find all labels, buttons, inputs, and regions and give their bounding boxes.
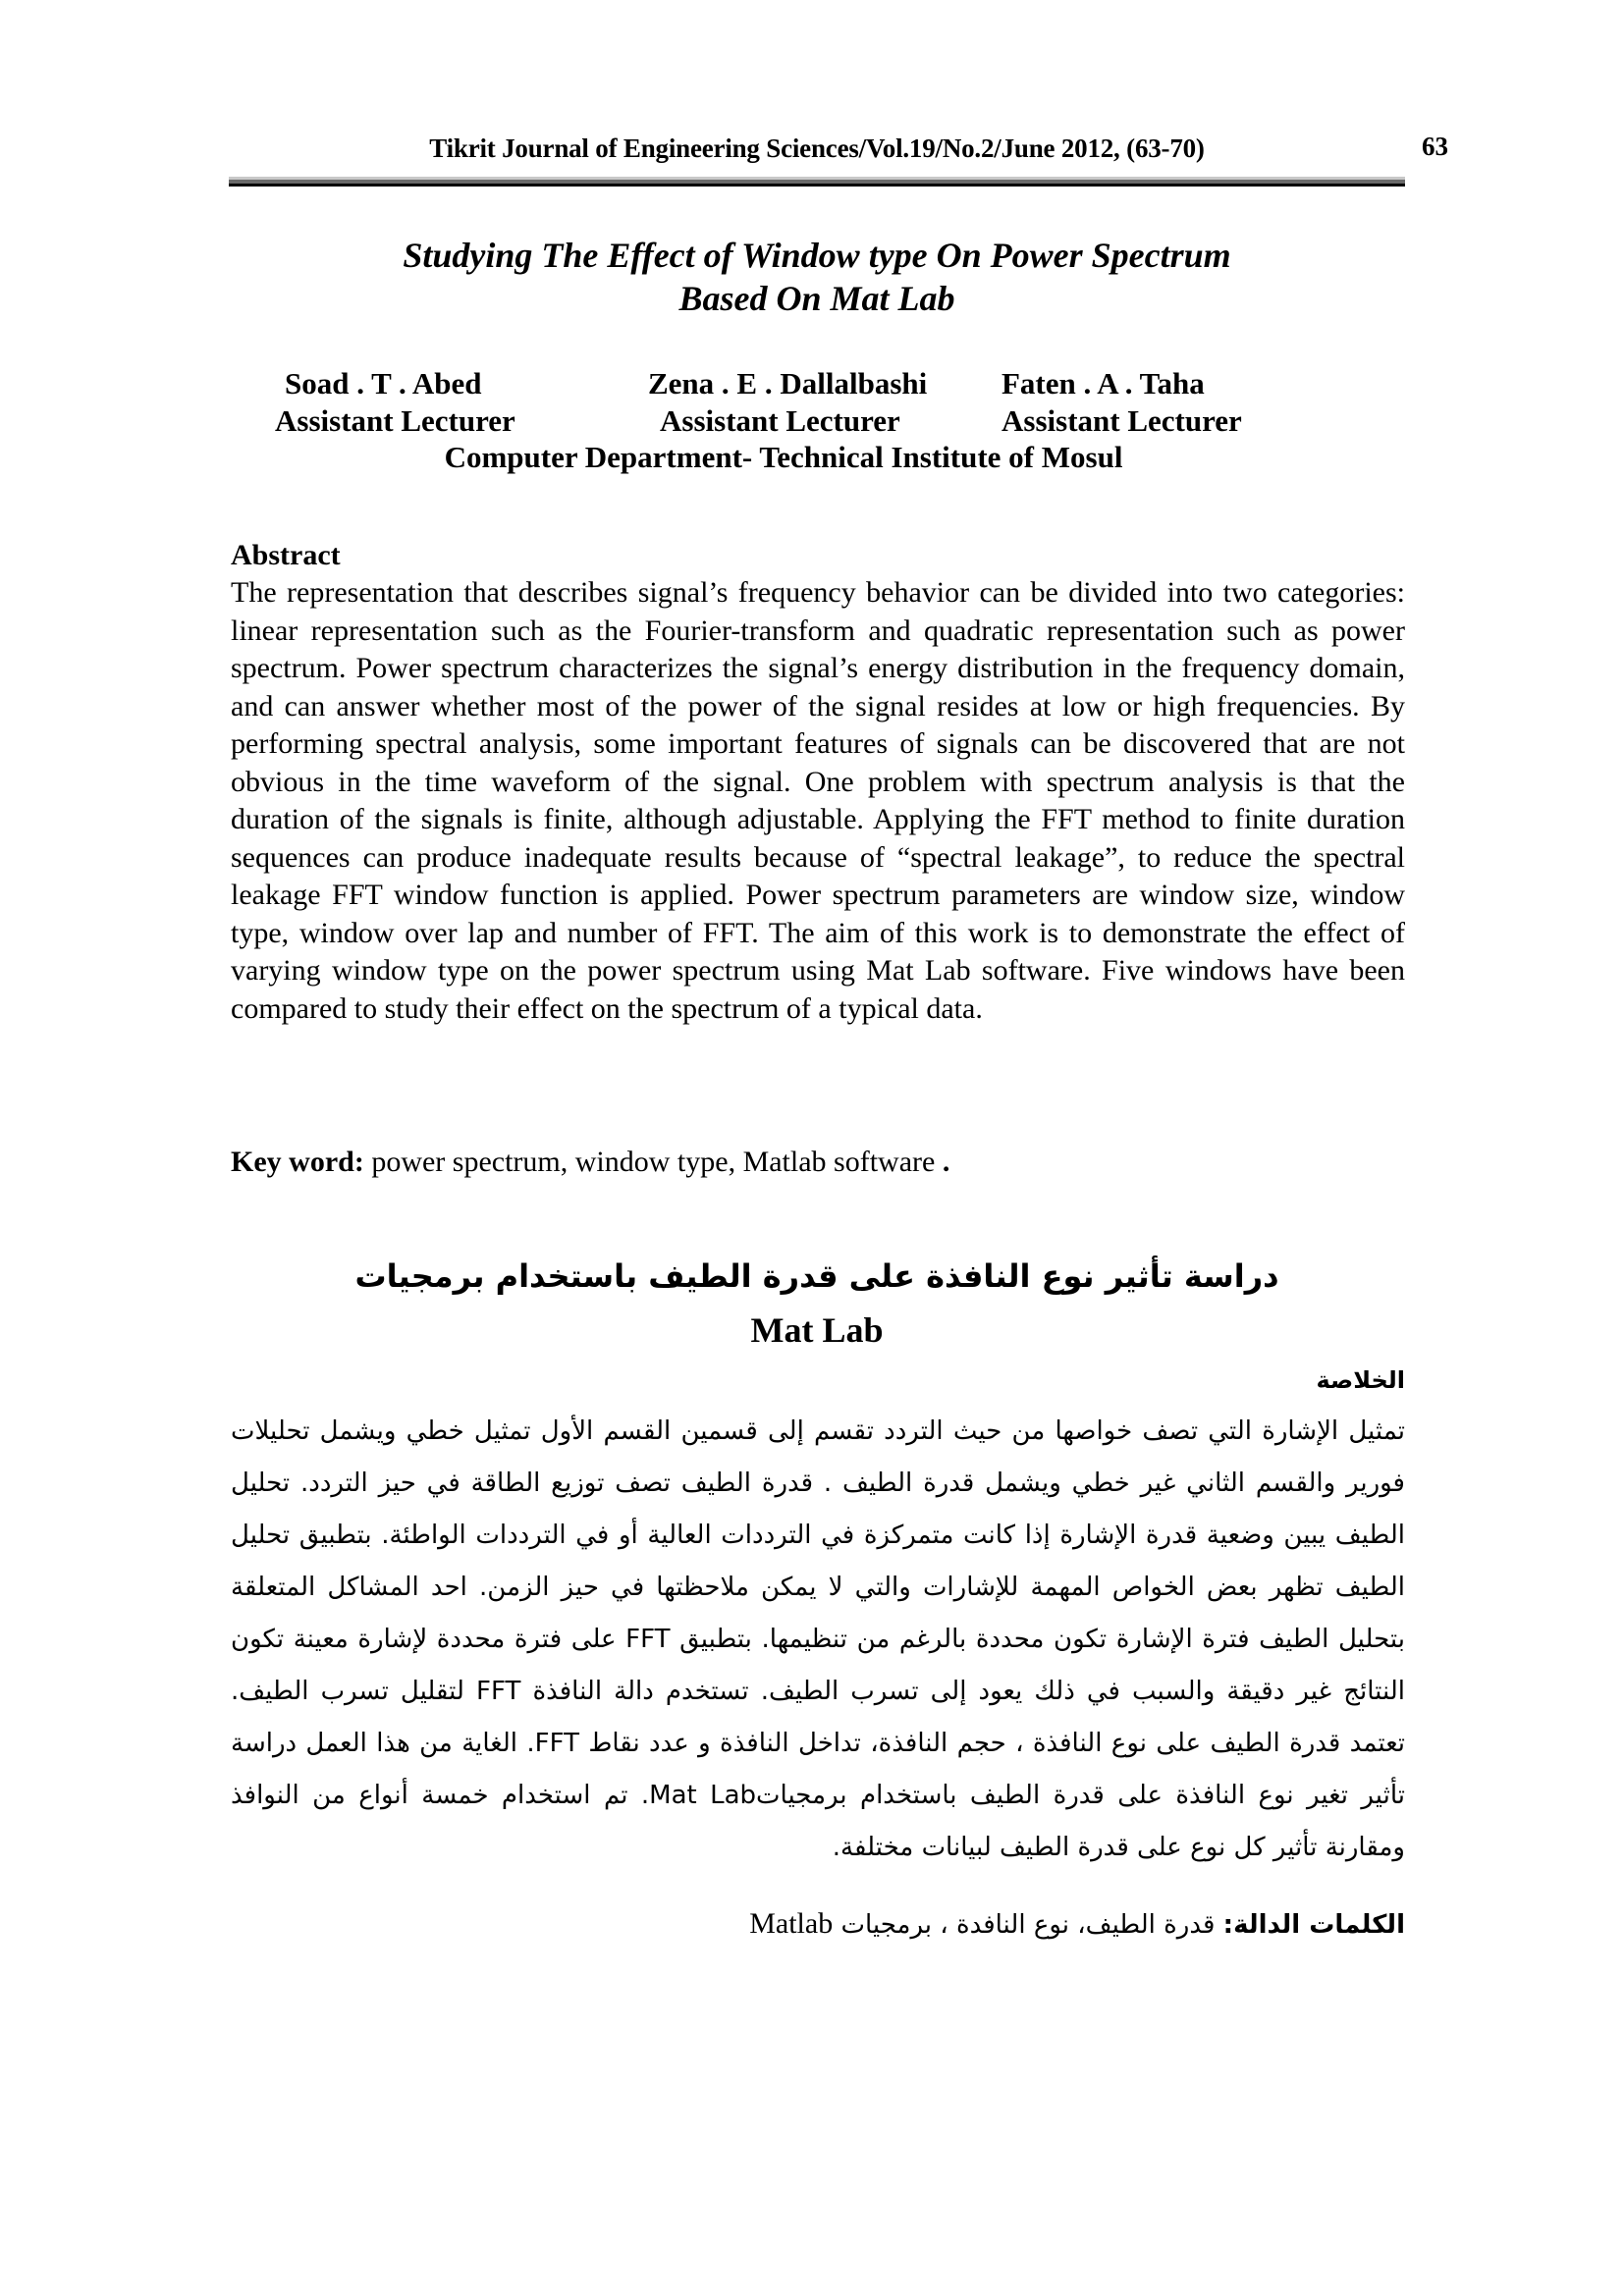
keywords-value: power spectrum, window type, Matlab software xyxy=(363,1146,943,1178)
arabic-keywords-value: قدرة الطيف، نوع النافدة ، برمجيات xyxy=(833,1910,1223,1940)
arabic-keywords-label: الكلمات الدالة: xyxy=(1222,1910,1405,1940)
author-role: Assistant Lecturer xyxy=(1001,403,1242,438)
author-1 xyxy=(245,365,515,440)
paper-title-line-1: Studying The Effect of Window type On Power Spectrum xyxy=(403,236,1231,275)
author-role: Assistant Lecturer xyxy=(660,403,900,438)
keywords xyxy=(231,1144,949,1181)
abstract-heading: Abstract xyxy=(231,539,341,571)
rule-dark xyxy=(229,184,1405,187)
journal-header: Tikrit Journal of Engineering Sciences/Vol.19/No.2/June 2012, (63-70) xyxy=(429,133,1205,163)
arabic-abstract-body: تمثيل الإشارة التي تصف خواصها من حيث التردد تقسم إلى قسمين القسم الأول تمثيل خطي ويشمل تحليلات فورير والقسم الثاني غير خطي ويشمل قدرة الطيف . قدرة الطيف تصف توزيع الطاقة في حيز التردد. تحليل الطيف يبين وضعية قدرة الإشارة إذا كانت متمركزة في الترددات العالية أو في الترددات الواطئة. بتطبيق تحليل الطيف تظهر بعض الخواص المهمة للإشارات والتي لا يمكن ملاحظتها في حيز الزمن. احد المشاكل المتعلقة بتحليل الطيف فترة الإشارة تكون محددة بالرغم من تنظيمها. بتطبيق FFT على فترة محددة لإشارة معينة تكون النتائج غير دقيقة والسبب في ذلك يعود إلى تسرب الطيف. تستخدم دالة النافذة FFT لتقليل تسرب الطيف. تعتمد قدرة الطيف على نوع النافذة ، حجم النافذة، تداخل النافذة و عدد نقاط FFT. الغاية من هذا العمل دراسة تأثير تغير نوع النافذة على قدرة الطيف باستخدام برمجياتMat Lab. تم استخدام خمسة أنواع من النوافذ ومقارنة تأثير كل نوع على قدرة الطيف لبيانات مختلفة. xyxy=(231,1416,1406,1862)
arabic-keywords xyxy=(749,1904,1405,1945)
arabic-title: دراسة تأثير نوع النافذة على قدرة الطيف باستخدام برمجيات xyxy=(354,1257,1279,1295)
author-role: Assistant Lecturer xyxy=(275,403,515,438)
author-2 xyxy=(648,365,927,440)
affiliation: Computer Department- Technical Institute of Mosul xyxy=(444,440,1123,474)
page-number: 63 xyxy=(1422,132,1448,161)
header-rule-divider xyxy=(229,177,1405,188)
abstract-body: The representation that describes signal’s frequency behavior can be divided into two categories: linear representation such as the Fourier-transform and quadratic representation such as power spectrum. Power spectrum characterizes the signal’s energy distribution in the frequency domain, and can answer whether most of the power of the signal resides at low or high frequencies. By performing spectral analysis, some important features of signals can be discovered that are not obvious in the time waveform of the signal. One problem with spectrum analysis is that the duration of the signals is finite, although adjustable. Applying the FFT method to finite duration sequences can produce inadequate results because of “spectral leakage”, to reduce the spectral leakage FFT window function is applied. Power spectrum parameters are window size, window type, window over lap and number of FFT. The aim of this work is to demonstrate the effect of varying window type on the power spectrum using Mat Lab software. Five windows have been compared to study their effect on the spectrum of a typical data. xyxy=(231,576,1405,1025)
paper-title xyxy=(229,234,1405,320)
arabic-keywords-latin: Matlab xyxy=(749,1907,834,1940)
author-name: Faten . A . Taha xyxy=(1001,366,1205,400)
keywords-label: Key word: xyxy=(231,1146,364,1178)
arabic-title-latin: Mat Lab xyxy=(750,1310,884,1350)
arabic-abstract-heading: الخلاصة xyxy=(1316,1366,1405,1394)
author-name: Zena . E . Dallalbashi xyxy=(648,366,928,400)
paper-title-line-2: Based On Mat Lab xyxy=(678,279,955,318)
author-name: Soad . T . Abed xyxy=(285,366,482,400)
author-3 xyxy=(1001,365,1242,440)
keywords-end: . xyxy=(942,1146,950,1178)
